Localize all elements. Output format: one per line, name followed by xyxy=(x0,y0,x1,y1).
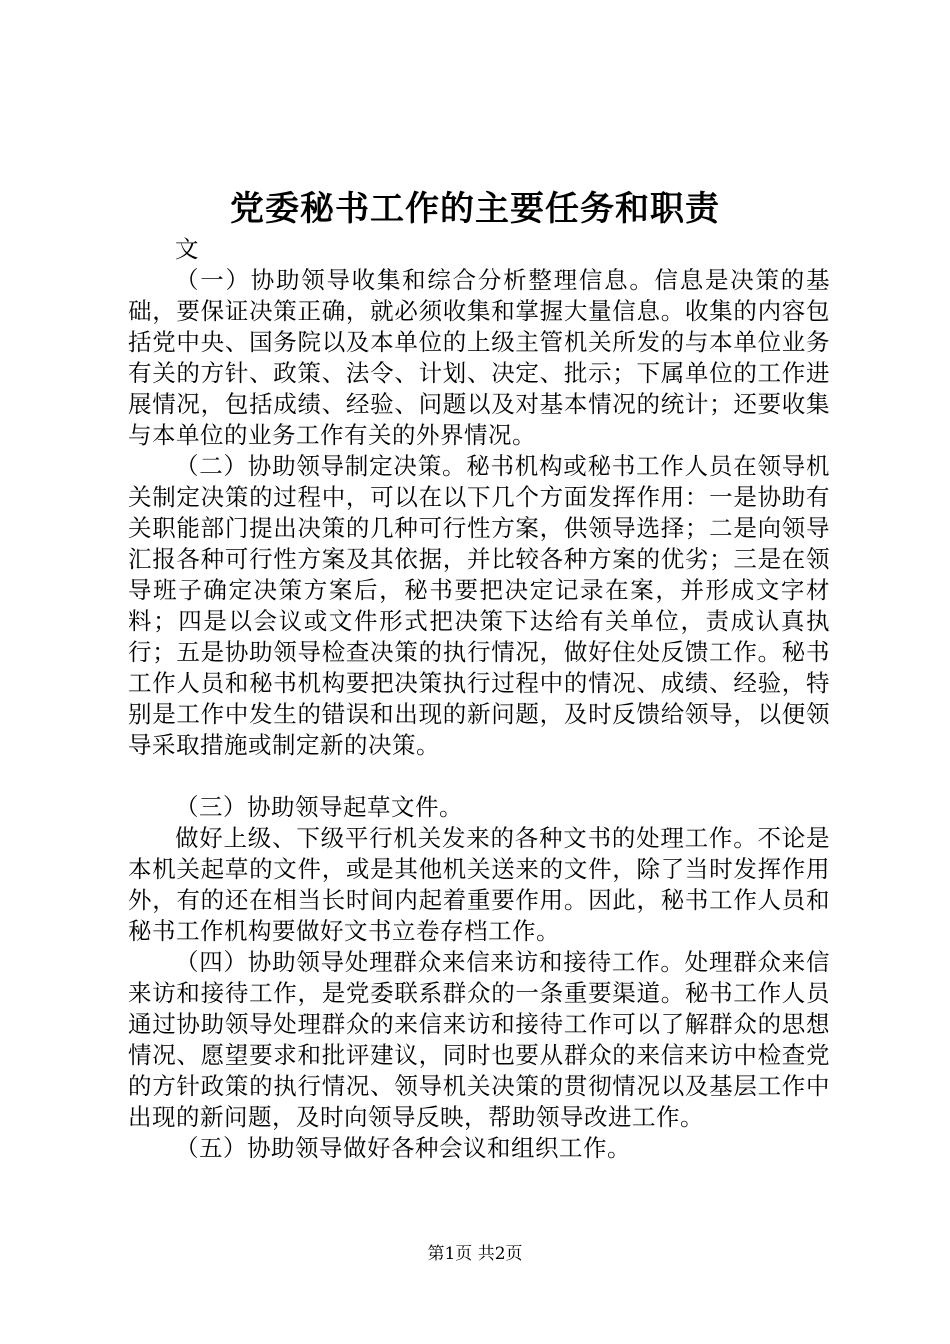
page-footer: 第1页 共2页 xyxy=(427,1244,523,1264)
author-line: 文 xyxy=(175,235,199,263)
paragraph-6: （五）协助领导做好各种会议和组织工作。 xyxy=(175,1134,631,1162)
paragraph-5: （四）协助领导处理群众来信来访和接待工作。处理群众来信来访和接待工作，是党委联系群众的一条重要渠道。秘书工作人员通过协助领导处理群众的来信来访和接待工作可以了解群众的思想情况、愿望要求和批评建议，同时也要从群众的来信来访中检查党的方针政策的执行情况、领导机关决策的贯彻情况以及基层工作中出现的新问题，及时向领导反映，帮助领导改进工作。 xyxy=(128,948,830,1131)
paragraph-1: （一）协助领导收集和综合分析整理信息。信息是决策的基础，要保证决策正确，就必须收集和掌握大量信息。收集的内容包括党中央、国务院以及本单位的上级主管机关所发的与本单位业务有关的方针、政策、法令、计划、决定、批示；下属单位的工作进展情况，包括成绩、经验、问题以及对基本情况的统计；还要收集与本单位的业务工作有关的外界情况。 xyxy=(128,266,830,449)
paragraph-2: （二）协助领导制定决策。秘书机构或秘书工作人员在领导机关制定决策的过程中，可以在以下几个方面发挥作用：一是协助有关职能部门提出决策的几种可行性方案，供领导选择；二是向领导汇报各种可行性方案及其依据，并比较各种方案的优劣；三是在领导班子确定决策方案后，秘书要把决定记录在案，并形成文字材料；四是以会议或文件形式把决策下达给有关单位，责成认真执行；五是协助领导检查决策的执行情况，做好住处反馈工作。秘书工作人员和秘书机构要把决策执行过程中的情况、成绩、经验，特别是工作中发生的错误和出现的新问题，及时反馈给领导，以便领导采取措施或制定新的决策。 xyxy=(128,452,830,759)
document-body xyxy=(128,234,830,1164)
document-title: 党委秘书工作的主要任务和职责 xyxy=(230,189,720,229)
paragraph-4: 做好上级、下级平行机关发来的各种文书的处理工作。不论是本机关起草的文件，或是其他机关送来的文件，除了当时发挥作用外，有的还在相当长时间内起着重要作用。因此，秘书工作人员和秘书工作机构要做好文书立卷存档工作。 xyxy=(128,824,830,945)
paragraph-3: （三）协助领导起草文件。 xyxy=(175,793,463,821)
